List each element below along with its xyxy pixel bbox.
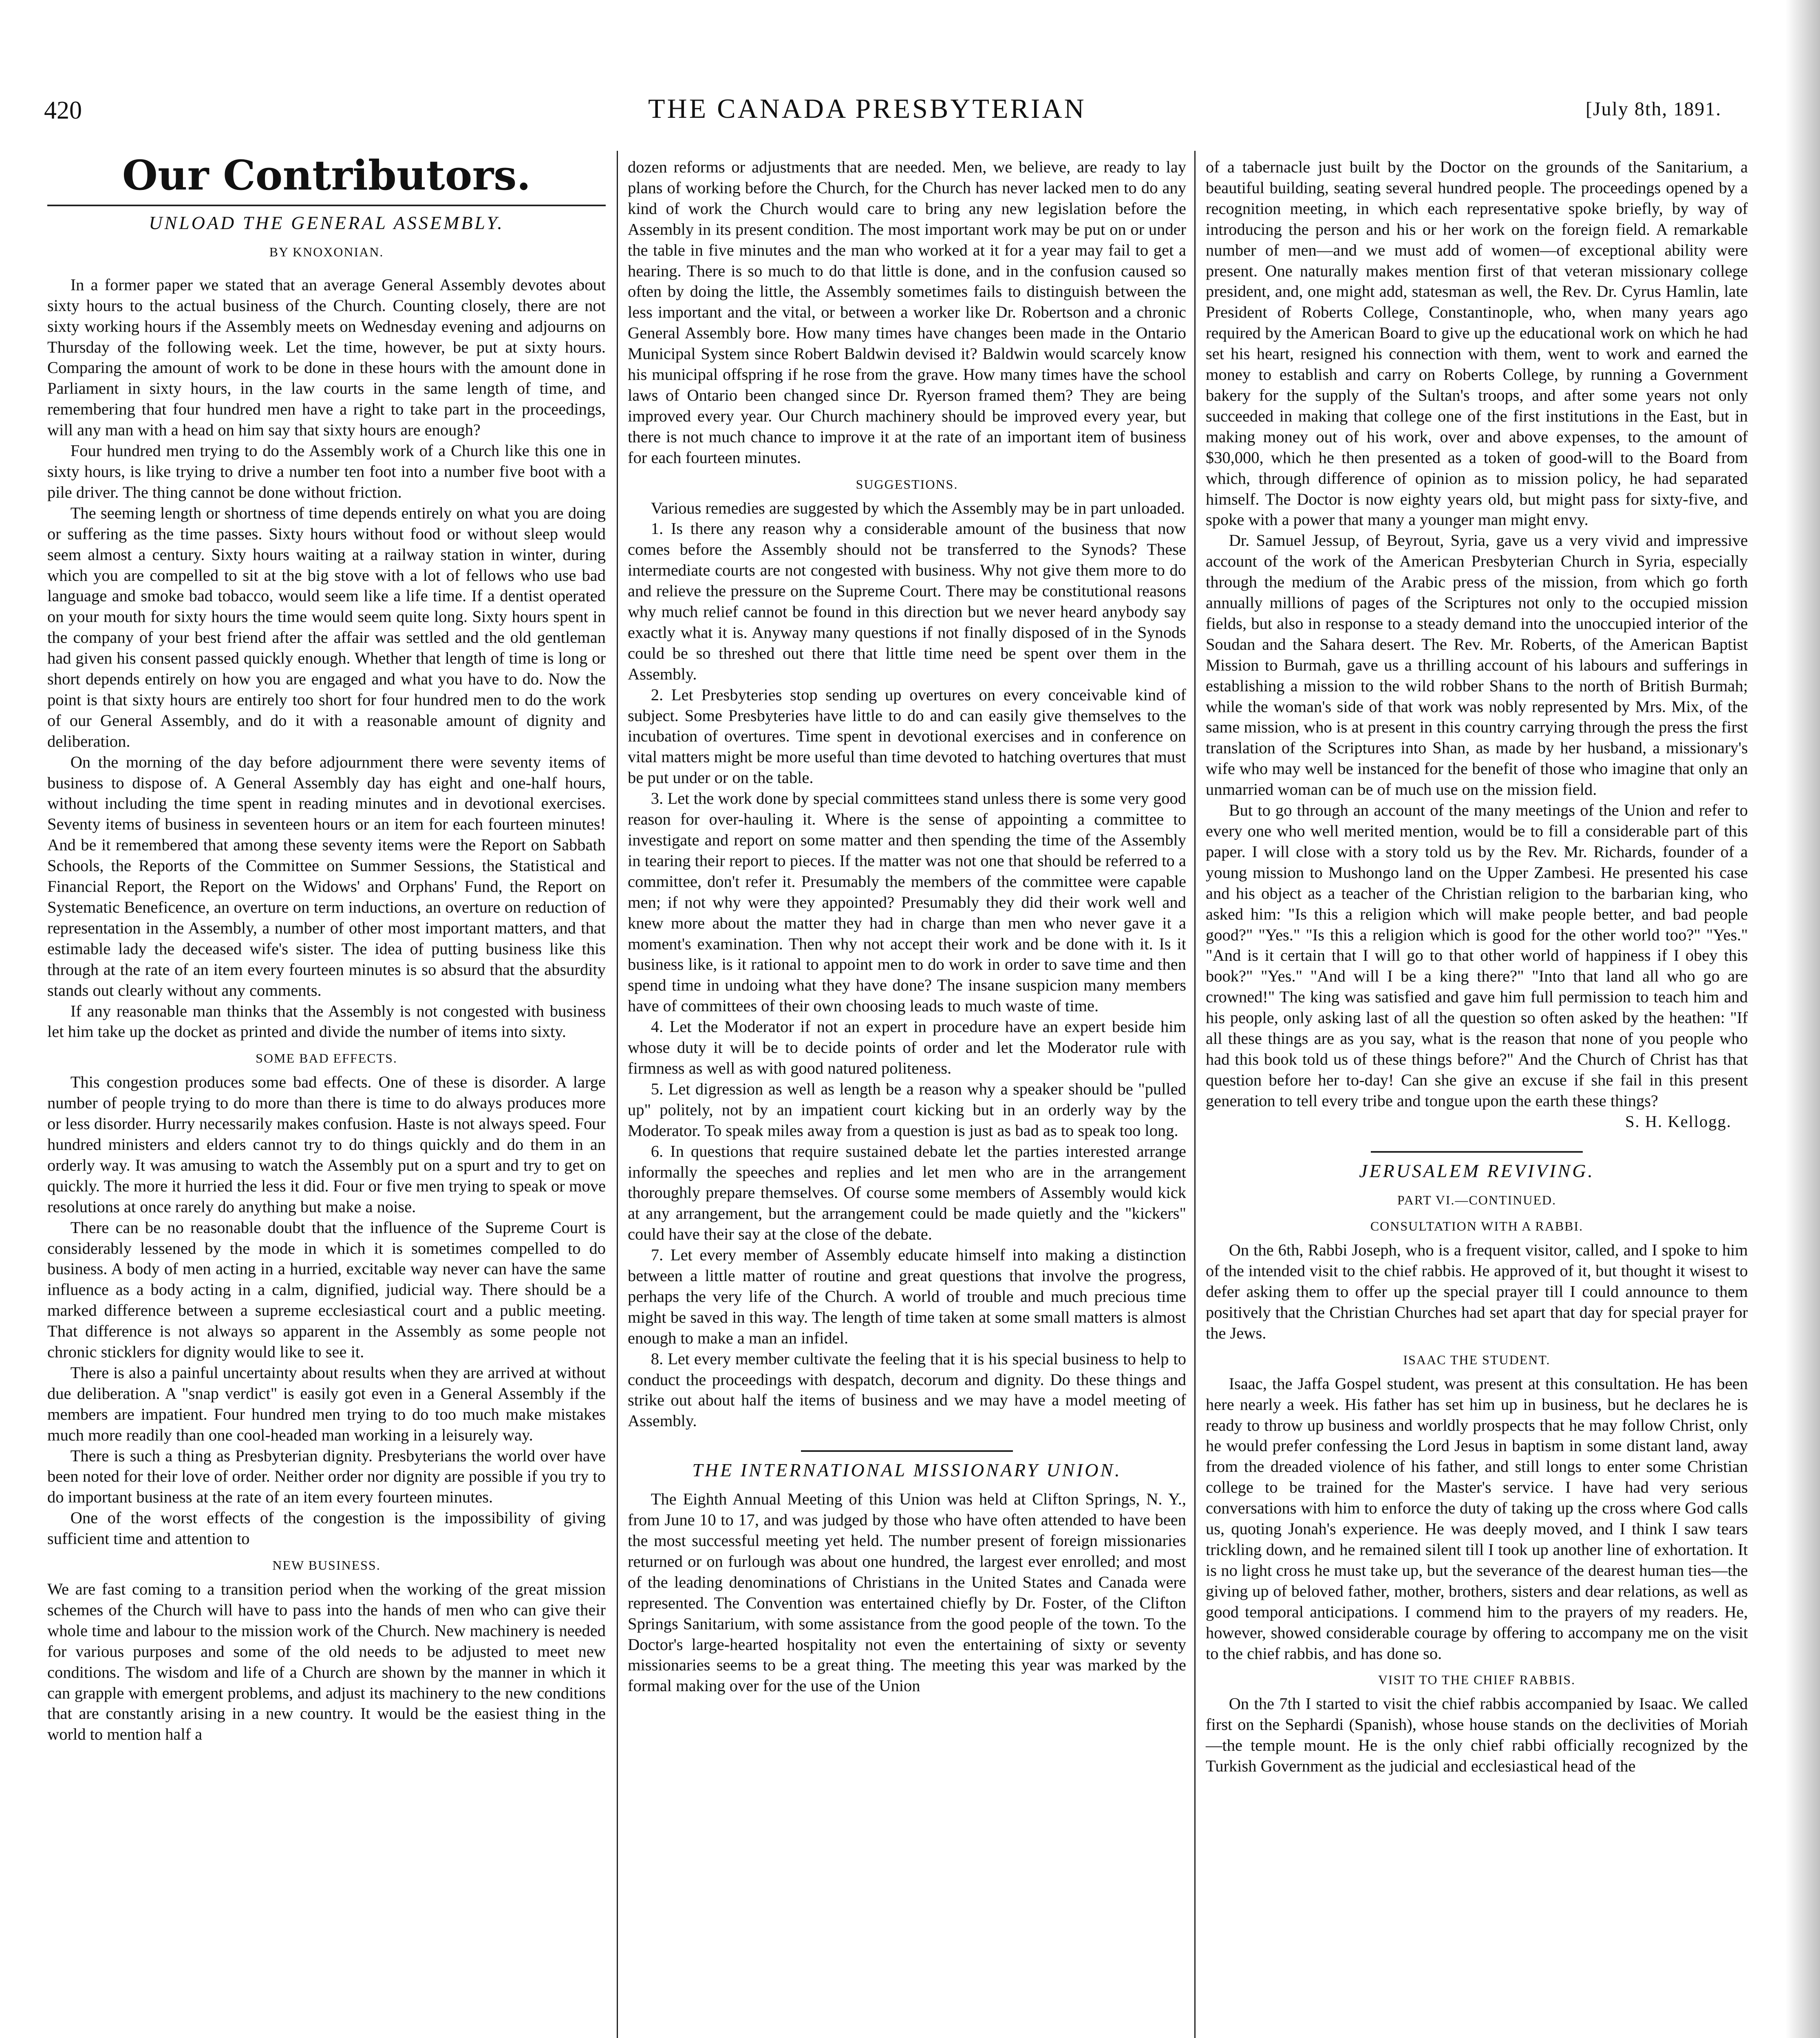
paragraph: In a former paper we stated that an average General Assembly devotes about sixty hours to the actual business of the Church. Counting closely, there are not sixty working hours if the Assembly meets on Wednesday evening and adjourns on Thursday of the following week. Let the time, however, be put at sixty hours. Comparing the amount of work to be done in these hours with the amount done in Parliament in sixty hours, in the law courts in the same length of time, and remembering that four hundred men have a right to take part in the proceedings, will any man with a head on him say that sixty hours are enough? [47, 275, 606, 439]
paragraph: Various remedies are suggested by which the Assembly may be in part unloaded. [651, 498, 1185, 517]
paragraph: 2. Let Presbyteries stop sending up overtures on every conceivable kind of subject. Some Presbyteries have little to do and can easily give themselves to the incubation of overtures. Time spent in devotional exercises and in conference on vital matters might be more useful than time devoted to hatching overtures that must be put under or on the table. [628, 685, 1186, 787]
paragraph: Four hundred men trying to do the Assembly work of a Church like this one in sixty hours, is like trying to drive a number ten foot into a number five boot with a pile driver. The thing cannot be done without friction. [47, 441, 606, 501]
article-title: THE INTERNATIONAL MISSIONARY UNION. [692, 1460, 1122, 1481]
signature: S. H. Kellogg. [1625, 1112, 1732, 1131]
page-number: 420 [44, 97, 82, 124]
paragraph: The Eighth Annual Meeting of this Union was held at Clifton Springs, N. Y., from June 10 to 17, and was judged by those who have often attended to have been the most successful meeting yet held. The number present of foreign missionaries returned or on furlough was about one hundred, the largest ever enrolled; and most of the leading denominations of Christians in the United States and Canada were represented. The Convention was entertained chiefly by Dr. Foster, of the Clifton Springs Sanitarium, with some assistance from the good people of the town. To the Doctor's large-hearted hospitality not even the entertaining of sixty or seventy missionaries seems to be a great thing. The meeting this year was marked by the formal making over for the use of the Union [628, 1490, 1186, 1695]
paragraph: dozen reforms or adjustments that are needed. Men, we believe, are ready to lay plans of working before the Church, for the Church has never lacked men to do any kind of work the Church would care to bring any new legislation before the Assembly in its present condition. The most important work may be put on or under the table in five minutes and the man who worked at it for a year may fail to get a hearing. There is so much to do that little is done, and in the confusion caused so often by doing the little, the Assembly sometimes fails to distinguish between the less important and the vital, or between a worker like Dr. Robertson and a chronic General Assembly bore. How many times have changes been made in the Ontario Municipal System since Robert Baldwin devised it? Baldwin would scarcely know his municipal offspring if he rose from the grave. How many times have the school laws of Ontario been changed since Dr. Ryerson framed them? They are being improved every year. Our Church machinery should be improved every year, but there is not much chance to improve it at the rate of an important item of business for each fourteen minutes. [628, 158, 1186, 467]
paragraph: There is such a thing as Presbyterian dignity. Presbyterians the world over have been noted for their love of order. Neither order nor dignity are possible if you try to do important business at the rate of an item every fourteen minutes. [47, 1446, 606, 1506]
subheading: SOME BAD EFFECTS. [256, 1051, 397, 1066]
section-heading: Our Contributors. [122, 151, 531, 199]
paragraph: Dr. Samuel Jessup, of Beyrout, Syria, gave us a very vivid and impressive account of the work of the American Presbyterian Church in Syria, especially through the medium of the Arabic press of the mission, from which go forth annually millions of pages of the Scriptures not only to the occupied mission fields, but also in response to a steady demand into the unoccupied interior of the Soudan and the Sahara desert. The Rev. Mr. Roberts, of the American Baptist Mission to Burmah, gave us a thrilling account of his labours and sufferings in establishing a mission to the wild robber Shans to the north of British Burmah; while the woman's side of that work was nobly represented by Mrs. Mix, of the same mission, who is at present in this country carrying through the press the first translation of the Scriptures into Shan, as made by her husband, a missionary's wife who may well be instanced for the benefit of those who imagine that only an unmarried woman can be of much use on the mission field. [1206, 531, 1748, 799]
subheading: NEW BUSINESS. [272, 1558, 381, 1573]
article-title: UNLOAD THE GENERAL ASSEMBLY. [149, 212, 504, 233]
paragraph: There is also a painful uncertainty about results when they are arrived at without due deliberation. A "snap verdict" is easily got even in a General Assembly if the members are impatient. Four hundred men trying to do too much make mistakes much more readily than one cool-headed man working in a leisurely way. [47, 1363, 606, 1444]
column-divider [1194, 151, 1196, 2038]
part-label: PART VI.—CONTINUED. [1397, 1192, 1557, 1207]
paragraph: Isaac, the Jaffa Gospel student, was present at this consultation. He has been here nearly a week. His father has set him up in business, but he declares he is ready to throw up business and worldly prospects that he may follow Christ, only he would prefer confessing the Lord Jesus in baptism in some distant land, away from the dreaded violence of his father, and still longs to enter some Christian college to be trained for the Master's service. I have had very serious conversations with him to enforce the duty of taking up the cross where God calls us, quoting Jonah's experience. He was deeply moved, and I think I saw tears trickling down, and he remained silent till I took up another line of exhortation. It is no light cross he must take up, but the severance of the dearest human ties—the giving up of beloved father, mother, brothers, sisters and dear relations, as well as good temporal anticipations. I commend him to the prayers of my readers. He, however, showed considerable courage by offering to accompany me on the visit to the chief rabbis, and has done so. [1206, 1374, 1748, 1663]
column-1 [47, 151, 606, 1745]
paragraph: 3. Let the work done by special committees stand unless there is some very good reason for over-hauling it. Where is the sense of appointing a committee to investigate and report on some matter and then spending the time of the Assembly in tearing their report to pieces. If the matter was not one that should be referred to a committee, don't refer it. Presumably the members of the committee were capable men; if not why were they appointed? Presumably they did their work well and knew more about the matter they had in charge than men who never gave it a moment's examination. Then why not accept their work and be done with it. Is it business like, is it rational to appoint men to do work in order to save time and then spend time in undoing what they have done? The insane suspicion many members have of committees of their own choosing leads to much waste of time. [628, 789, 1186, 1015]
page-edge-shadow [1785, 0, 1820, 2038]
paragraph: If any reasonable man thinks that the Assembly is not congested with business let him take up the docket as printed and divide the number of items into sixty. [47, 1001, 606, 1041]
paragraph: But to go through an account of the many meetings of the Union and refer to every one who well merited mention, would be to fill a considerable part of this paper. I will close with a story told us by the Rev. Mr. Richards, founder of a young mission to Mushongo land on the Upper Zambesi. He presented his case and his object as a teacher of the Christian religion to the barbarian king, who asked him: "Is this a religion which will make people better, and bad people good?" "Yes." "Is this a religion which is good for the other world too?" "Yes." "And is it certain that I will go to that other world of happiness if I obey this book?" "Yes." "And will I be a king there?" "Into that land all who go are crowned!" The king was satisfied and gave him full permission to teach him and his people, only asking last of all the question so often asked by the heathen: "If all these things are as you say, what is the reason that none of you people who had this book told us of these things before?" And the Church of Christ has that question before her to-day! Can she give an excuse if she fail in this present generation to tell every tribe and tongue upon the earth these things? [1206, 801, 1748, 1110]
subheading: CONSULTATION WITH A RABBI. [1370, 1219, 1584, 1234]
paragraph: 4. Let the Moderator if not an expert in procedure have an expert beside him whose duty it will be to decide points of order and let the Moderator rule with firmness as well as with good natured politeness. [628, 1017, 1186, 1077]
article-rule [1371, 1151, 1583, 1153]
paragraph: 5. Let digression as well as length be a reason why a speaker should be "pulled up" politely, not by an impatient court kicking but in an orderly way by the Moderator. To speak miles away from a question is just as bad as to speak too long. [628, 1079, 1186, 1140]
paragraph: 1. Is there any reason why a considerable amount of the business that now comes before the Assembly should not be transferred to the Synods? These intermediate courts are not congested with business. Why not give them more to do and relieve the pressure on the Supreme Court. There may be constitutional reasons why much relief cannot be found in this direction but we never heard anybody say exactly what it is. Anyway many questions if not finally disposed of in the Synods could be so threshed out there that little time need be spent over them in the Assembly. [628, 519, 1186, 683]
article-title: JERUSALEM REVIVING. [1359, 1160, 1595, 1181]
subheading: ISAAC THE STUDENT. [1403, 1352, 1551, 1367]
column-divider [617, 151, 618, 2038]
column-2 [628, 157, 1186, 1696]
journal-title: THE CANADA PRESBYTERIAN [648, 93, 1086, 124]
paragraph: 8. Let every member cultivate the feeling that it is his special business to help to conduct the proceedings with despatch, decorum and dignity. Do these things and strike out about half the items of business and we may have a model meeting of Assembly. [628, 1349, 1186, 1430]
paragraph: The seeming length or shortness of time depends entirely on what you are doing or suffering as the time passes. Sixty hours without food or without sleep would seem almost a century. Sixty hours waiting at a railway station in winter, during which you are compelled to sit at the big stove with a lot of fellows who use bad language and smoke bad tobacco, would seem like a life time. If a dentist operated on your mouth for sixty hours the time would seem quite long. Sixty hours spent in the company of your best friend after the affair was settled and the old gentleman had given his consent passed quickly enough. Whether that length of time is long or short depends entirely on how you are engaged and what you have to do. Now the point is that sixty hours are entirely too short for four hundred men to do the work of our General Assembly, and do it with a reasonable amount of dignity and deliberation. [47, 503, 606, 750]
heading-rule [47, 205, 606, 206]
column-3 [1206, 157, 1748, 1777]
subheading: VISIT TO THE CHIEF RABBIS. [1378, 1672, 1576, 1687]
article-rule [801, 1450, 1013, 1452]
subheading: SUGGESTIONS. [856, 476, 958, 492]
paragraph: We are fast coming to a transition period when the working of the great mission schemes of the Church will have to pass into the hands of men who can give their whole time and labour to the mission work of the Church. New machinery is needed for various purposes and some of the old needs to be adjusted to meet new conditions. The wisdom and life of a Church are shown by the manner in which it can grapple with emergent problems, and adjust its machinery to the new conditions that are constantly arising in a new country. It would be the easiest thing in the world to mention half a [47, 1580, 606, 1744]
paragraph: On the morning of the day before adjournment there were seventy items of business to dispose of. A General Assembly day has eight and one-half hours, without including the time spent in reading minutes and in devotional exercises. Seventy items of business in seventeen hours or an item for each fourteen minutes! And be it remembered that among these seventy items were the Report on Sabbath Schools, the Reports of the Committee on Summer Sessions, the Statistical and Financial Report, the Report on the Widows' and Orphans' Fund, the Report on Systematic Beneficence, an overture on term inductions, an overture on reduction of representation in the Assembly, a number of other most important matters, and that estimable lady the deceased wife's sister. The idea of putting business like this through at the rate of an item every fourteen minutes is so absurd that the absurdity stands out clearly without any comments. [47, 752, 606, 999]
article-byline: BY KNOXONIAN. [269, 244, 384, 259]
paragraph: On the 6th, Rabbi Joseph, who is a frequent visitor, called, and I spoke to him of the intended visit to the chief rabbis. He approved of it, but thought it wisest to defer asking them to offer up the special prayer till I could announce to them positively that the Christian Churches had set apart that day for special prayer for the Jews. [1206, 1241, 1748, 1342]
paragraph: This congestion produces some bad effects. One of these is disorder. A large number of people trying to do more than there is time to do always produces more or less disorder. Hurry necessarily makes confusion. Haste is not always speed. Four hundred ministers and elders cannot try to do things quickly and do them in an orderly way. It was amusing to watch the Assembly put on a spurt and try to get on quickly. The more it hurried the less it did. Four or five men trying to speak or move resolutions at once rarely do anything but make a noise. [47, 1073, 606, 1216]
paragraph: of a tabernacle just built by the Doctor on the grounds of the Sanitarium, a beautiful building, seating several hundred people. The proceedings opened by a recognition meeting, in which each representative spoke briefly, by way of introducing the person and his or her work on the foreign field. A remarkable number of men—and we must add of women—of exceptional ability were present. One naturally makes mention first of that veteran missionary college president, and, one might add, statesman as well, the Rev. Dr. Cyrus Hamlin, late President of Roberts College, Constantinople, who, when many years ago required by the American Board to give up the educational work on which he had set his heart, resigned his connection with them, went to work and earned the money to establish and carry on Roberts College, by running a Government bakery for the supply of the Sultan's troops, and after some years not only succeeded in making that college one of the first institutions in the East, but in making money out of his work, over and above expenses, to the amount of $30,000, which he then presented as a token of good-will to the Board from which, through difference of opinion as to mission policy, he had separated himself. The Doctor is now eighty years old, but might pass for sixty-five, and spoke with a power that many a younger man might envy. [1206, 158, 1748, 529]
paragraph: 6. In questions that require sustained debate let the parties interested arrange informally the speeches and replies and let men who are in the arrangement thoroughly prepare themselves. Of course some members of Assembly would kick at any arrangement, but the arrangement could be made quietly and the "kickers" could have their say at the close of the debate. [628, 1142, 1186, 1244]
paragraph: There can be no reasonable doubt that the influence of the Supreme Court is considerably lessened by the mode in which it is sometimes compelled to do business. A body of men acting in a hurried, excitable way never can have the same influence as a body acting in a calm, dignified, judicial way. There should be a marked difference between a supreme ecclesiastical court and a public meeting. That difference is not always so apparent in the Assembly as some people not chronic sticklers for dignity would like to see it. [47, 1218, 606, 1361]
paragraph: 7. Let every member of Assembly educate himself into making a distinction between a little matter of routine and great questions that involve the progress, perhaps the very life of the Church. A world of trouble and much precious time might be saved in this way. The length of time taken at some small matters is almost enough to make a man an infidel. [628, 1246, 1186, 1347]
issue-date: [July 8th, 1891. [1586, 98, 1722, 120]
paragraph: On the 7th I started to visit the chief rabbis accompanied by Isaac. We called first on the Sephardi (Spanish), whose house stands on the declivities of Moriah—the temple mount. He is the only chief rabbi officially recognized by the Turkish Government as the judicial and ecclesiastical head of the [1206, 1694, 1748, 1776]
paragraph: One of the worst effects of the congestion is the impossibility of giving sufficient time and attention to [47, 1509, 606, 1548]
